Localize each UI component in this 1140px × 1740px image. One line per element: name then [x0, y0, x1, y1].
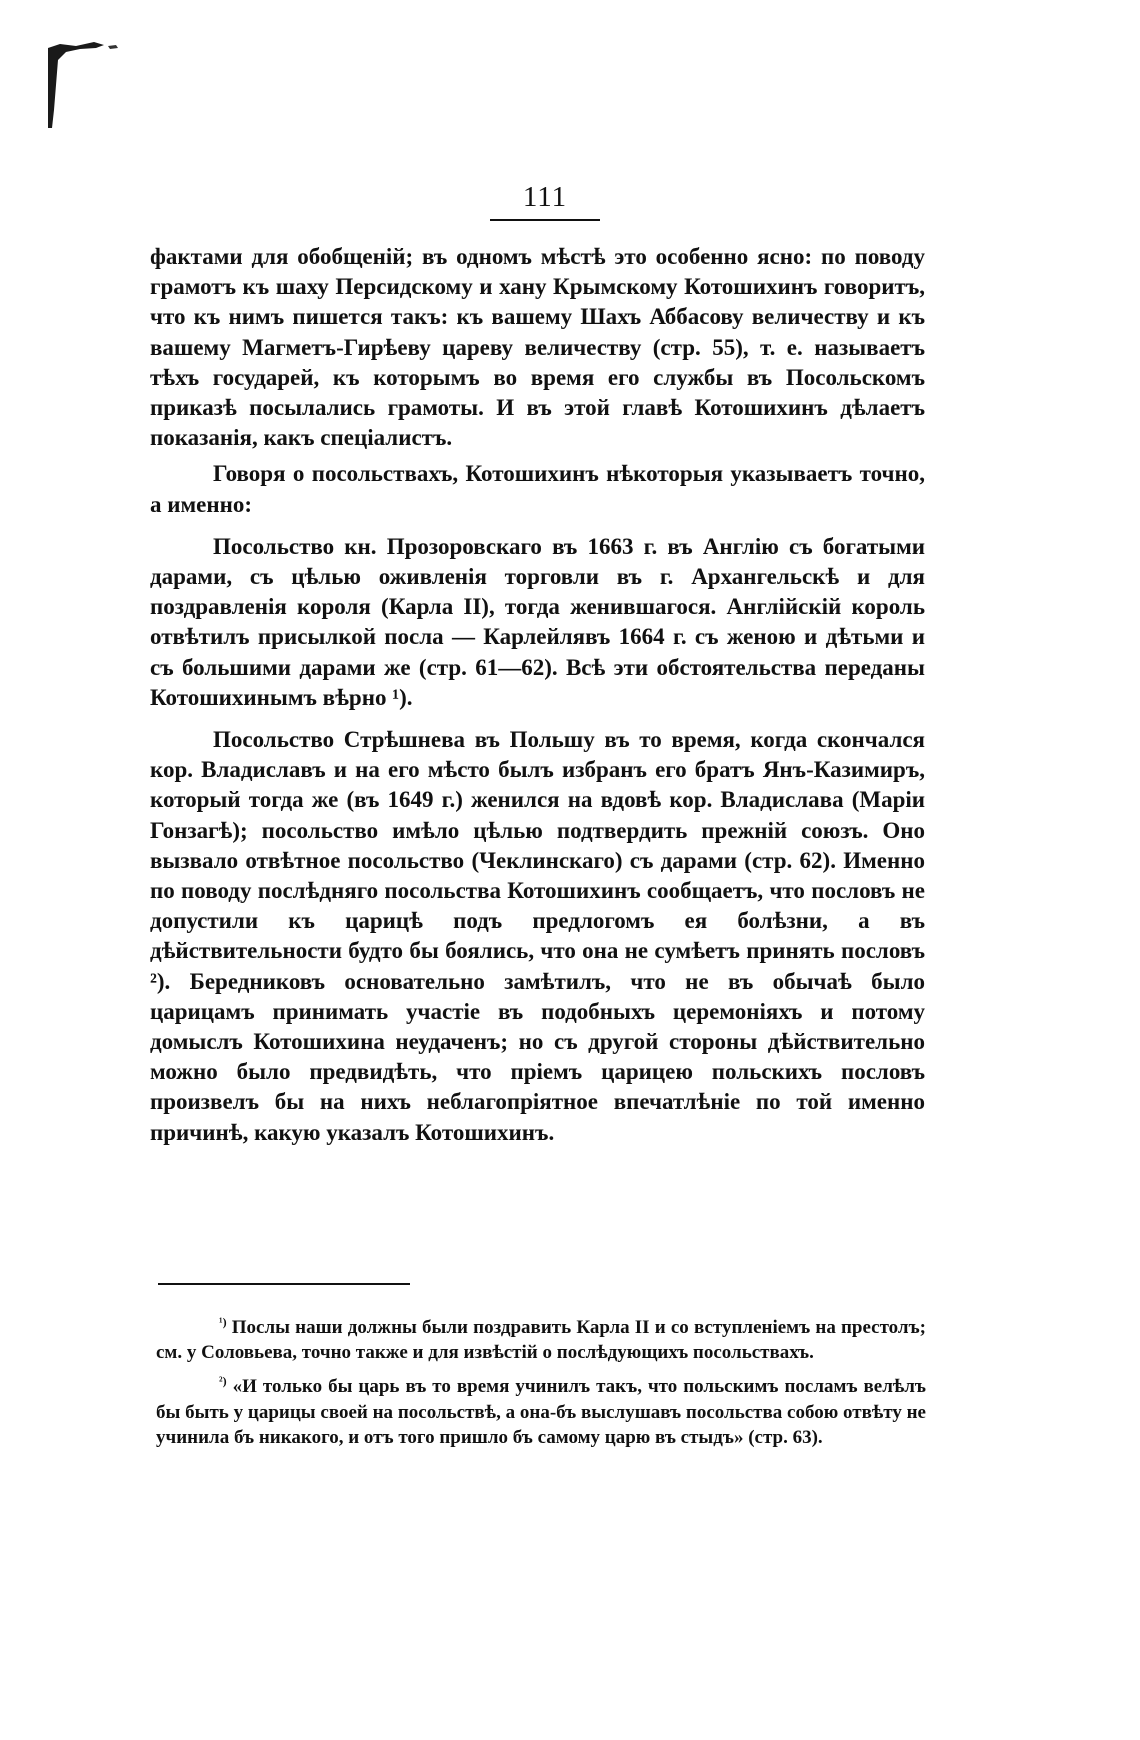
paragraph-streshnev-embassy: Посольство Стрѣшнева въ Польшу въ то время, когда скончался кор. Владиславъ и на его мѣсто былъ избранъ его братъ Янъ-Казимиръ, который тогда же (въ 1649 г.) женился на вдовѣ кор. Владислава (Маріи Гонзагѣ); посольство имѣло цѣлью подтвердить прежній союзъ. Оно вызвало отвѣтное посольство (Чеклинскаго) съ дарами (стр. 62). Именно по поводу послѣдняго посольства Котошихинъ сообщаетъ, что пословъ не допустили къ царицѣ подъ предлогомъ ея болѣзни, а въ дѣйствительности будто бы боялись, что она не сумѣетъ принять пословъ ²). Бередниковъ основательно замѣтилъ, что не въ обычаѣ было царицамъ принимать участіе въ подобныхъ церемоніяхъ и потому домыслъ Котошихина неудаченъ; но съ другой стороны дѣйствительно можно было предвидѣть, что пріемъ царицею польскихъ пословъ произвелъ бы на нихъ неблагопріятное впечатлѣніе по той именно причинѣ, какую указалъ Котошихинъ.: [150, 727, 925, 1145]
paragraph-continuation: фактами для обобщеній; въ одномъ мѣстѣ это особенно ясно: по поводу грамотъ къ шаху Персидскому и хану Крымскому Котошихинъ говоритъ, что къ нимъ пишется такъ: къ вашему Шахъ Аббасову величеству и къ вашему Магметъ-Гирѣеву цареву величеству (стр. 55), т. е. называетъ тѣхъ государей, къ которымъ во время его службы въ Посольскомъ приказѣ посылались грамоты. И въ этой главѣ Котошихинъ дѣлаетъ показанія, какъ спеціалистъ.: [150, 244, 925, 451]
page-number-underline: [490, 219, 600, 221]
paragraph-embassies-intro: Говоря о посольствахъ, Котошихинъ нѣкоторыя указываетъ точно, а именно:: [150, 461, 925, 517]
footnote-divider: [158, 1283, 410, 1285]
footnote-text: «И только бы царь въ то время учинилъ такъ, что польскимъ посламъ велѣлъ бы быть у царицы своей на посольствѣ, а она-бъ выслушавъ посольства собою отвѣту не учинила бъ никакого, и отъ того пришло бъ самому царю въ стыдъ» (стр. 63).: [156, 1376, 927, 1448]
footnotes: [156, 1310, 926, 1454]
footnote: [156, 1310, 926, 1365]
page-number: 111: [522, 181, 568, 213]
footnote-marker: ¹): [219, 1315, 227, 1329]
scan-edge-mark: [46, 40, 126, 130]
footnote-text: Послы наши должны были поздравить Карла II и со вступленіемъ на престолъ; см. у Соловьева, точно также и для извѣстій о послѣдующихъ посольствахъ.: [156, 1317, 926, 1364]
main-text: [150, 242, 925, 1148]
paragraph-prozorovsky-embassy: Посольство кн. Прозоровскаго въ 1663 г. въ Англію съ богатыми дарами, съ цѣлью оживленія торговли въ г. Архангельскѣ и для поздравленія короля (Карла II), тогда женившагося. Англійскій король отвѣтилъ присылкой посла — Карлейлявъ 1664 г. съ женою и дѣтьми и съ большими дарами же (стр. 61—62). Всѣ эти обстоятельства переданы Котошихинымъ вѣрно ¹).: [150, 533, 925, 710]
footnote: [156, 1369, 926, 1450]
footnote-marker: ²): [219, 1374, 227, 1389]
